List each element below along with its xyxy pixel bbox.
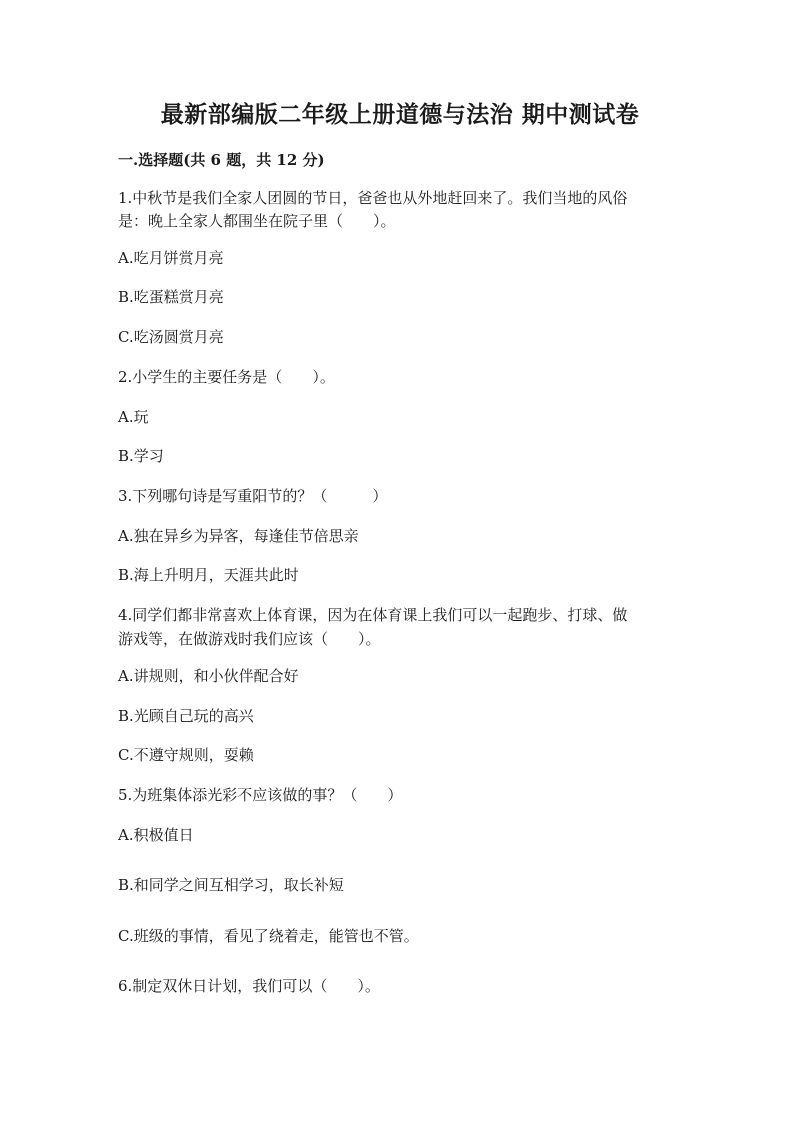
question-2-option-b: B.学习	[118, 447, 164, 465]
question-2-stem: 2.小学生的主要任务是（ ）。	[118, 368, 335, 386]
question-4-option-b: B.光顾自己玩的高兴	[118, 707, 254, 725]
question-3-stem: 3.下列哪句诗是写重阳节的？（ ）	[118, 487, 388, 505]
question-2-option-a: A.玩	[118, 408, 149, 426]
question-3-option-b: B.海上升明月，天涯共此时	[118, 566, 299, 584]
page-title: 最新部编版二年级上册道德与法治 期中测试卷	[160, 101, 640, 128]
section-heading: 一.选择题(共 6 题，共 12 分)	[118, 151, 325, 169]
question-1-option-b: B.吃蛋糕赏月亮	[118, 288, 224, 306]
question-5-option-a: A.积极值日	[118, 826, 194, 844]
question-4-option-c: C.不遵守规则，耍赖	[118, 746, 254, 764]
question-1-stem-line-2: 是：晚上全家人都围坐在院子里（ ）。	[118, 212, 396, 230]
question-4-stem-line-1: 4.同学们都非常喜欢上体育课，因为在体育课上我们可以一起跑步、打球、做	[118, 606, 628, 624]
question-1-stem-line-1: 1.中秋节是我们全家人团圆的节日，爸爸也从外地赶回来了。我们当地的风俗	[118, 189, 628, 207]
question-3-option-a: A.独在异乡为异客，每逢佳节倍思亲	[118, 527, 359, 545]
question-4-option-a: A.讲规则，和小伙伴配合好	[118, 667, 299, 685]
question-5-option-b: B.和同学之间互相学习，取长补短	[118, 876, 344, 894]
question-5-stem: 5.为班集体添光彩不应该做的事？（ ）	[118, 786, 403, 804]
question-1-option-c: C.吃汤圆赏月亮	[118, 328, 224, 346]
question-4-stem-line-2: 游戏等，在做游戏时我们应该（ ）。	[118, 630, 381, 648]
question-5-option-c: C.班级的事情，看见了绕着走，能管也不管。	[118, 927, 419, 945]
question-1-option-a: A.吃月饼赏月亮	[118, 249, 224, 267]
question-6-stem: 6.制定双休日计划，我们可以（ ）。	[118, 977, 380, 995]
